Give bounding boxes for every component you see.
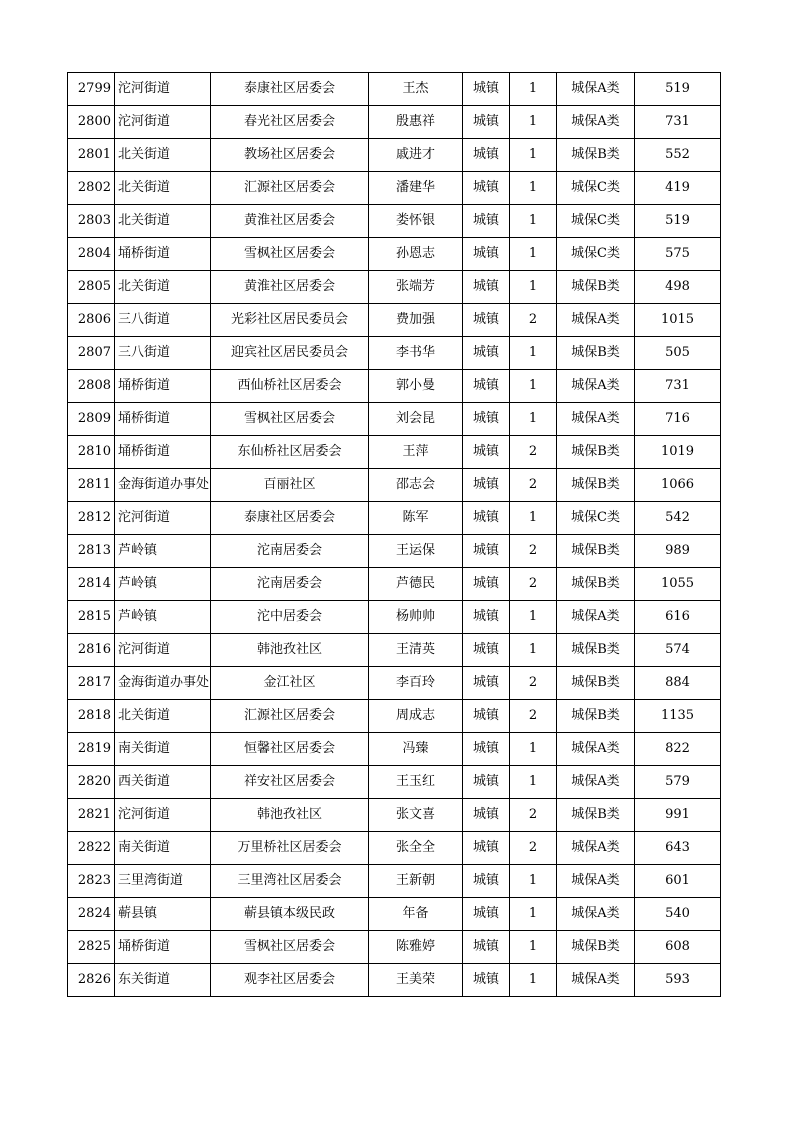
area-type-cell: 城镇 [463,469,510,502]
category-cell: 城保B类 [557,436,635,469]
name-cell: 刘会昆 [369,403,463,436]
category-cell: 城保B类 [557,700,635,733]
name-cell: 王美荣 [369,964,463,997]
name-cell: 芦德民 [369,568,463,601]
street-cell: 三八街道 [115,337,211,370]
category-cell: 城保B类 [557,568,635,601]
table-row [68,799,721,832]
community-cell: 汇源社区居委会 [211,172,369,205]
table-row [68,469,721,502]
category-cell: 城保A类 [557,370,635,403]
row-number: 2812 [68,502,115,535]
table-row [68,535,721,568]
category-cell: 城保B类 [557,667,635,700]
amount-cell: 519 [635,205,721,238]
amount-cell: 616 [635,601,721,634]
table-row [68,634,721,667]
area-type-cell: 城镇 [463,106,510,139]
street-cell: 埇桥街道 [115,436,211,469]
amount-cell: 731 [635,370,721,403]
category-cell: 城保A类 [557,766,635,799]
street-cell: 沱河街道 [115,634,211,667]
household-count-cell: 1 [510,865,557,898]
name-cell: 殷惠祥 [369,106,463,139]
table-row [68,898,721,931]
street-cell: 沱河街道 [115,106,211,139]
community-cell: 沱南居委会 [211,568,369,601]
amount-cell: 884 [635,667,721,700]
category-cell: 城保C类 [557,238,635,271]
street-cell: 芦岭镇 [115,535,211,568]
community-cell: 春光社区居委会 [211,106,369,139]
amount-cell: 991 [635,799,721,832]
row-number: 2816 [68,634,115,667]
area-type-cell: 城镇 [463,172,510,205]
community-cell: 光彩社区居民委员会 [211,304,369,337]
name-cell: 邵志会 [369,469,463,502]
community-cell: 韩池孜社区 [211,634,369,667]
amount-cell: 731 [635,106,721,139]
area-type-cell: 城镇 [463,601,510,634]
name-cell: 孙恩志 [369,238,463,271]
category-cell: 城保B类 [557,535,635,568]
amount-cell: 1135 [635,700,721,733]
row-number: 2805 [68,271,115,304]
household-count-cell: 2 [510,667,557,700]
row-number: 2807 [68,337,115,370]
area-type-cell: 城镇 [463,535,510,568]
row-number: 2819 [68,733,115,766]
amount-cell: 1015 [635,304,721,337]
amount-cell: 505 [635,337,721,370]
amount-cell: 552 [635,139,721,172]
community-cell: 黄淮社区居委会 [211,271,369,304]
area-type-cell: 城镇 [463,205,510,238]
row-number: 2810 [68,436,115,469]
table-row [68,73,721,106]
community-cell: 韩池孜社区 [211,799,369,832]
street-cell: 埇桥街道 [115,403,211,436]
area-type-cell: 城镇 [463,139,510,172]
area-type-cell: 城镇 [463,304,510,337]
category-cell: 城保B类 [557,139,635,172]
street-cell: 蕲县镇 [115,898,211,931]
community-cell: 观李社区居委会 [211,964,369,997]
name-cell: 王杰 [369,73,463,106]
community-cell: 雪枫社区居委会 [211,931,369,964]
area-type-cell: 城镇 [463,832,510,865]
name-cell: 年备 [369,898,463,931]
name-cell: 杨帅帅 [369,601,463,634]
area-type-cell: 城镇 [463,436,510,469]
area-type-cell: 城镇 [463,73,510,106]
area-type-cell: 城镇 [463,964,510,997]
row-number: 2806 [68,304,115,337]
category-cell: 城保B类 [557,469,635,502]
street-cell: 沱河街道 [115,502,211,535]
name-cell: 王运保 [369,535,463,568]
amount-cell: 1019 [635,436,721,469]
category-cell: 城保B类 [557,271,635,304]
category-cell: 城保B类 [557,337,635,370]
community-cell: 黄淮社区居委会 [211,205,369,238]
table-row [68,502,721,535]
amount-cell: 540 [635,898,721,931]
amount-cell: 579 [635,766,721,799]
category-cell: 城保A类 [557,601,635,634]
household-count-cell: 1 [510,271,557,304]
category-cell: 城保A类 [557,964,635,997]
street-cell: 北关街道 [115,271,211,304]
table-row [68,403,721,436]
name-cell: 王萍 [369,436,463,469]
table-row [68,865,721,898]
area-type-cell: 城镇 [463,337,510,370]
name-cell: 潘建华 [369,172,463,205]
table-row [68,700,721,733]
area-type-cell: 城镇 [463,931,510,964]
table-row [68,436,721,469]
community-cell: 沱南居委会 [211,535,369,568]
category-cell: 城保A类 [557,304,635,337]
community-cell: 祥安社区居委会 [211,766,369,799]
amount-cell: 542 [635,502,721,535]
street-cell: 北关街道 [115,205,211,238]
table-row [68,568,721,601]
area-type-cell: 城镇 [463,799,510,832]
amount-cell: 498 [635,271,721,304]
household-count-cell: 1 [510,898,557,931]
household-count-cell: 2 [510,799,557,832]
area-type-cell: 城镇 [463,733,510,766]
community-cell: 迎宾社区居民委员会 [211,337,369,370]
household-count-cell: 2 [510,304,557,337]
area-type-cell: 城镇 [463,898,510,931]
category-cell: 城保A类 [557,733,635,766]
name-cell: 娄怀银 [369,205,463,238]
category-cell: 城保B类 [557,799,635,832]
amount-cell: 519 [635,73,721,106]
table-row [68,172,721,205]
street-cell: 埇桥街道 [115,931,211,964]
amount-cell: 989 [635,535,721,568]
name-cell: 张文喜 [369,799,463,832]
household-count-cell: 1 [510,733,557,766]
table-row [68,337,721,370]
row-number: 2822 [68,832,115,865]
amount-cell: 593 [635,964,721,997]
table-row [68,304,721,337]
household-count-cell: 1 [510,370,557,403]
amount-cell: 419 [635,172,721,205]
name-cell: 张全全 [369,832,463,865]
row-number: 2803 [68,205,115,238]
community-cell: 教场社区居委会 [211,139,369,172]
area-type-cell: 城镇 [463,865,510,898]
row-number: 2804 [68,238,115,271]
household-count-cell: 1 [510,634,557,667]
name-cell: 冯臻 [369,733,463,766]
area-type-cell: 城镇 [463,403,510,436]
community-cell: 泰康社区居委会 [211,73,369,106]
table-row [68,601,721,634]
table-row [68,139,721,172]
area-type-cell: 城镇 [463,667,510,700]
name-cell: 陈军 [369,502,463,535]
row-number: 2821 [68,799,115,832]
amount-cell: 1055 [635,568,721,601]
household-count-cell: 1 [510,205,557,238]
category-cell: 城保C类 [557,205,635,238]
row-number: 2817 [68,667,115,700]
street-cell: 北关街道 [115,139,211,172]
row-number: 2813 [68,535,115,568]
household-count-cell: 1 [510,337,557,370]
name-cell: 李书华 [369,337,463,370]
name-cell: 戚进才 [369,139,463,172]
name-cell: 陈雅婷 [369,931,463,964]
name-cell: 王玉红 [369,766,463,799]
row-number: 2814 [68,568,115,601]
household-count-cell: 2 [510,700,557,733]
community-cell: 沱中居委会 [211,601,369,634]
row-number: 2824 [68,898,115,931]
area-type-cell: 城镇 [463,271,510,304]
row-number: 2800 [68,106,115,139]
community-cell: 百丽社区 [211,469,369,502]
row-number: 2826 [68,964,115,997]
row-number: 2799 [68,73,115,106]
household-count-cell: 2 [510,436,557,469]
table-row [68,832,721,865]
category-cell: 城保A类 [557,73,635,106]
household-count-cell: 1 [510,964,557,997]
street-cell: 金海街道办事处 [115,469,211,502]
household-count-cell: 1 [510,931,557,964]
row-number: 2809 [68,403,115,436]
row-number: 2801 [68,139,115,172]
street-cell: 北关街道 [115,172,211,205]
name-cell: 李百玲 [369,667,463,700]
category-cell: 城保A类 [557,832,635,865]
street-cell: 南关街道 [115,832,211,865]
area-type-cell: 城镇 [463,370,510,403]
amount-cell: 716 [635,403,721,436]
area-type-cell: 城镇 [463,238,510,271]
street-cell: 北关街道 [115,700,211,733]
amount-cell: 575 [635,238,721,271]
table-row [68,733,721,766]
household-count-cell: 1 [510,139,557,172]
amount-cell: 574 [635,634,721,667]
household-count-cell: 1 [510,73,557,106]
records-table-body [68,73,721,997]
name-cell: 费加强 [369,304,463,337]
street-cell: 西关街道 [115,766,211,799]
amount-cell: 643 [635,832,721,865]
street-cell: 沱河街道 [115,799,211,832]
street-cell: 东关街道 [115,964,211,997]
table-row [68,370,721,403]
amount-cell: 601 [635,865,721,898]
street-cell: 芦岭镇 [115,601,211,634]
name-cell: 王新朝 [369,865,463,898]
amount-cell: 822 [635,733,721,766]
household-count-cell: 1 [510,106,557,139]
category-cell: 城保C类 [557,502,635,535]
street-cell: 三里湾街道 [115,865,211,898]
street-cell: 埇桥街道 [115,370,211,403]
community-cell: 雪枫社区居委会 [211,238,369,271]
street-cell: 沱河街道 [115,73,211,106]
table-row [68,667,721,700]
category-cell: 城保C类 [557,172,635,205]
table-row [68,964,721,997]
table-row [68,205,721,238]
category-cell: 城保A类 [557,106,635,139]
table-row [68,106,721,139]
row-number: 2811 [68,469,115,502]
household-count-cell: 1 [510,766,557,799]
row-number: 2802 [68,172,115,205]
amount-cell: 608 [635,931,721,964]
category-cell: 城保A类 [557,865,635,898]
street-cell: 芦岭镇 [115,568,211,601]
street-cell: 金海街道办事处 [115,667,211,700]
household-count-cell: 1 [510,601,557,634]
community-cell: 泰康社区居委会 [211,502,369,535]
household-count-cell: 2 [510,568,557,601]
table-row [68,271,721,304]
row-number: 2820 [68,766,115,799]
category-cell: 城保B类 [557,931,635,964]
name-cell: 王清英 [369,634,463,667]
row-number: 2808 [68,370,115,403]
area-type-cell: 城镇 [463,700,510,733]
street-cell: 三八街道 [115,304,211,337]
name-cell: 张端芳 [369,271,463,304]
community-cell: 汇源社区居委会 [211,700,369,733]
category-cell: 城保B类 [557,634,635,667]
community-cell: 万里桥社区居委会 [211,832,369,865]
name-cell: 郭小曼 [369,370,463,403]
table-row [68,238,721,271]
table-row [68,931,721,964]
community-cell: 西仙桥社区居委会 [211,370,369,403]
table-row [68,766,721,799]
row-number: 2825 [68,931,115,964]
records-table [67,72,721,997]
household-count-cell: 2 [510,469,557,502]
household-count-cell: 1 [510,403,557,436]
community-cell: 恒馨社区居委会 [211,733,369,766]
area-type-cell: 城镇 [463,568,510,601]
community-cell: 蕲县镇本级民政 [211,898,369,931]
street-cell: 埇桥街道 [115,238,211,271]
household-count-cell: 1 [510,238,557,271]
household-count-cell: 2 [510,832,557,865]
household-count-cell: 1 [510,172,557,205]
community-cell: 三里湾社区居委会 [211,865,369,898]
category-cell: 城保A类 [557,898,635,931]
area-type-cell: 城镇 [463,634,510,667]
area-type-cell: 城镇 [463,502,510,535]
amount-cell: 1066 [635,469,721,502]
row-number: 2815 [68,601,115,634]
area-type-cell: 城镇 [463,766,510,799]
household-count-cell: 1 [510,502,557,535]
row-number: 2823 [68,865,115,898]
name-cell: 周成志 [369,700,463,733]
household-count-cell: 2 [510,535,557,568]
community-cell: 金江社区 [211,667,369,700]
community-cell: 雪枫社区居委会 [211,403,369,436]
row-number: 2818 [68,700,115,733]
category-cell: 城保A类 [557,403,635,436]
street-cell: 南关街道 [115,733,211,766]
community-cell: 东仙桥社区居委会 [211,436,369,469]
